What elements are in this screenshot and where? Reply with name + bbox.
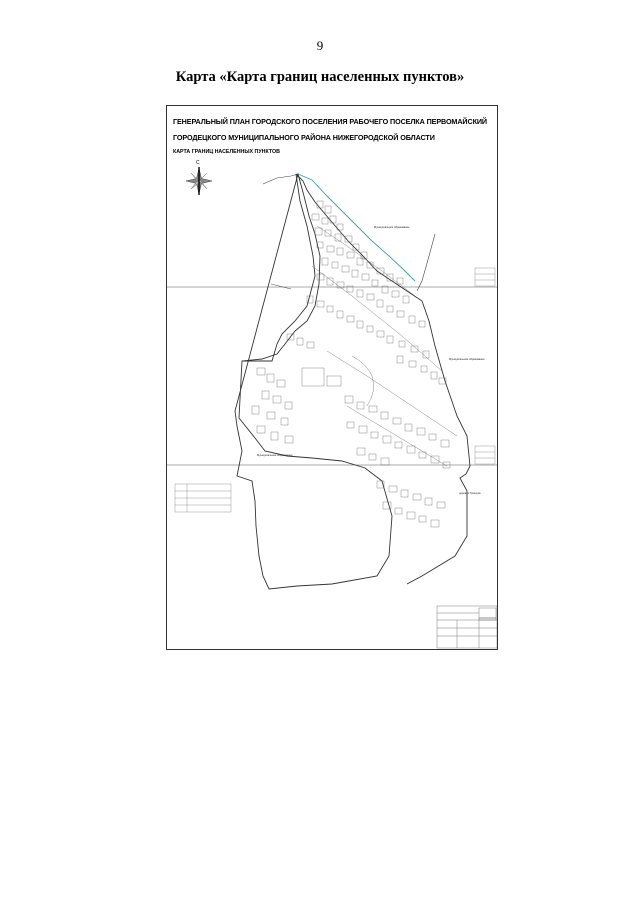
map-sheet <box>166 105 498 650</box>
compass-north-label: С <box>196 160 200 166</box>
neighbor-label: Муниципальное образование <box>374 226 410 229</box>
map-title-line-1: ГЕНЕРАЛЬНЫЙ ПЛАН ГОРОДСКОГО ПОСЕЛЕНИЯ РАБОЧЕГО ПОСЕЛКА ПЕРВОМАЙСКИЙ <box>173 117 487 126</box>
title-block-stamp <box>437 606 497 648</box>
sheet-info-boxes <box>475 268 495 464</box>
road-line <box>263 174 298 184</box>
neighbor-label: Муниципальное образование <box>449 358 485 361</box>
map-title-line-2: ГОРОДЕЦКОГО МУНИЦИПАЛЬНОГО РАЙОНА НИЖЕГОРОДСКОЙ ОБЛАСТИ <box>173 133 435 142</box>
page-heading: Карта «Карта границ населенных пунктов» <box>175 69 465 85</box>
neighbor-label: Муниципальное образование <box>257 454 293 457</box>
settlement-boundary-west <box>242 174 315 361</box>
road-line <box>271 284 291 289</box>
road-line <box>417 234 435 291</box>
legend-table <box>175 484 231 512</box>
settlement-boundary-north <box>296 174 470 584</box>
map-title-line-3: КАРТА ГРАНИЦ НАСЕЛЕННЫХ ПУНКТОВ <box>173 149 280 155</box>
page-number: 9 <box>316 38 324 53</box>
parcel-grid <box>252 201 450 527</box>
neighbor-label: деревня Грязнуха <box>459 492 481 495</box>
map-drawing <box>167 106 498 650</box>
compass-rose-icon <box>186 167 212 195</box>
settlement-boundary <box>235 174 392 589</box>
